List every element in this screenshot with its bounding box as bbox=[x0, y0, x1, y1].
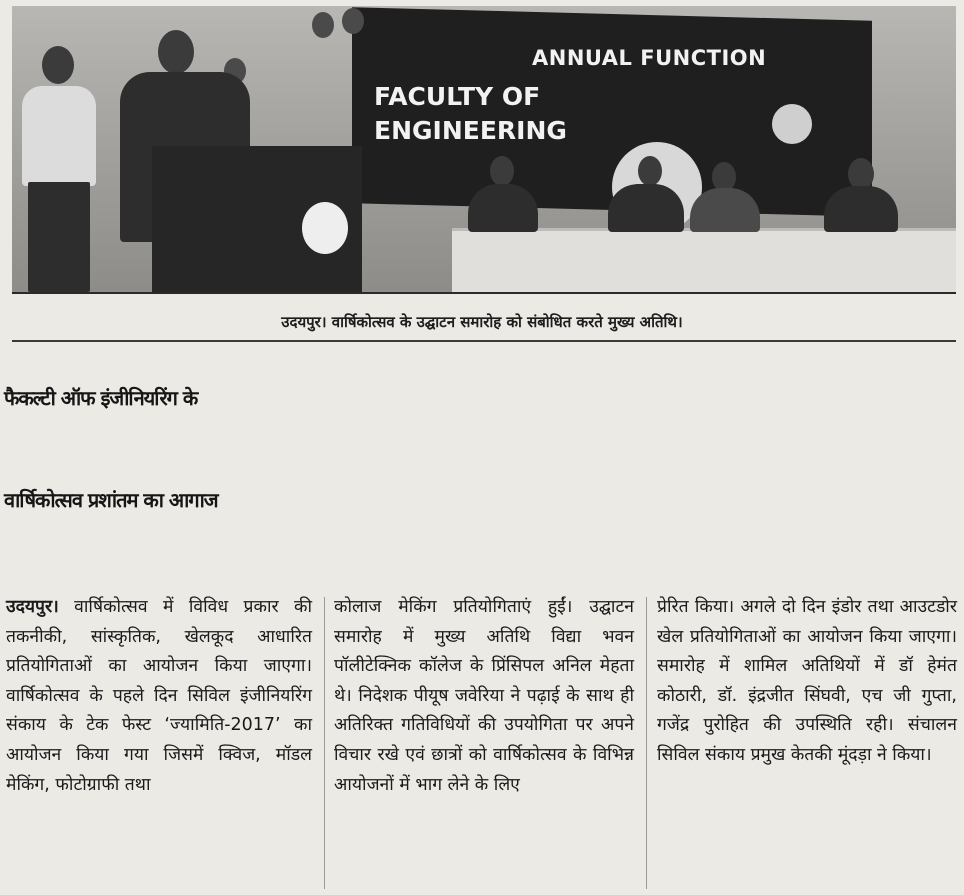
article-column-1 bbox=[6, 593, 312, 800]
column-2-text: कोलाज मेकिंग प्रतियोगिताएं हुईं। उद्घाटन समारोह में मुख्य अतिथि विद्या भवन पॉलीटेक्निक कॉलेज के प्रिंसिपल अनिल मेहता थे। निदेशक पीयूष जवेरिया ने पढ़ाई के साथ ही अतिरिक्त गतिविधियों की उपयोगिता पर अपने विचार रखे एवं छात्रों को वार्षिकोत्सव के विभिन्न आयोजनों में भाग लेने के लिए bbox=[334, 597, 634, 795]
photo-caption: उदयपुर। वार्षिकोत्सव के उद्घाटन समारोह को संबोधित करते मुख्य अतिथि। bbox=[281, 313, 683, 331]
column-3-text: प्रेरित किया। अगले दो दिन इंडोर तथा आउटडोर खेल प्रतियोगिताओं का आयोजन किया जाएगा। समारोह में शामिल अतिथियों में डॉ हेमंत कोठारी, डॉ. इंद्रजीत सिंघवी, एच जी गुप्ता, गजेंद्र पुरोहित की उपस्थिति रही। संचालन सिविल संकाय प्रमुख केतकी मूंदड़ा ने किया। bbox=[657, 597, 957, 765]
balloon bbox=[342, 8, 364, 34]
article-body bbox=[6, 593, 958, 893]
headline bbox=[4, 348, 962, 552]
balloon bbox=[312, 12, 334, 38]
article-column-2 bbox=[334, 593, 634, 800]
guest bbox=[608, 184, 684, 232]
guest-head bbox=[638, 156, 662, 186]
column-divider bbox=[324, 597, 325, 889]
headline-line-1: फैकल्टी ऑफ इंजीनियरिंग के bbox=[4, 386, 198, 410]
divider bbox=[12, 340, 956, 342]
banner-logo bbox=[772, 104, 812, 144]
column-divider bbox=[646, 597, 647, 889]
speaker-head bbox=[158, 30, 194, 74]
guest-head bbox=[490, 156, 514, 186]
dateline: उदयपुर। bbox=[6, 597, 59, 617]
person-head bbox=[42, 46, 74, 84]
event-photo bbox=[12, 6, 956, 294]
banner-subtitle: ANNUAL FUNCTION bbox=[532, 46, 767, 70]
person-trousers bbox=[28, 182, 90, 292]
guest bbox=[468, 184, 538, 232]
guest bbox=[690, 188, 760, 232]
dais-table bbox=[452, 228, 956, 294]
guest bbox=[824, 186, 898, 232]
article-column-3 bbox=[657, 593, 957, 771]
podium-emblem bbox=[302, 202, 348, 254]
column-1-text: वार्षिकोत्सव में विविध प्रकार की तकनीकी, सांस्कृतिक, खेलकूद आधारित प्रतियोगिताओं का आयोजन किया जाएगा। वार्षिकोत्सव के पहले दिन सिविल इंजीनियरिंग संकाय के टेक फेस्ट ‘ज्यामिति-2017’ का आयोजन किया गया जिसमें क्विज, मॉडल मेकिंग, फोटोग्राफी तथा bbox=[6, 597, 312, 795]
person-standing bbox=[22, 86, 96, 186]
banner-title: FACULTY OF ENGINEERING bbox=[374, 82, 567, 145]
headline-line-2: वार्षिकोत्सव प्रशांतम का आगाज bbox=[4, 488, 218, 512]
